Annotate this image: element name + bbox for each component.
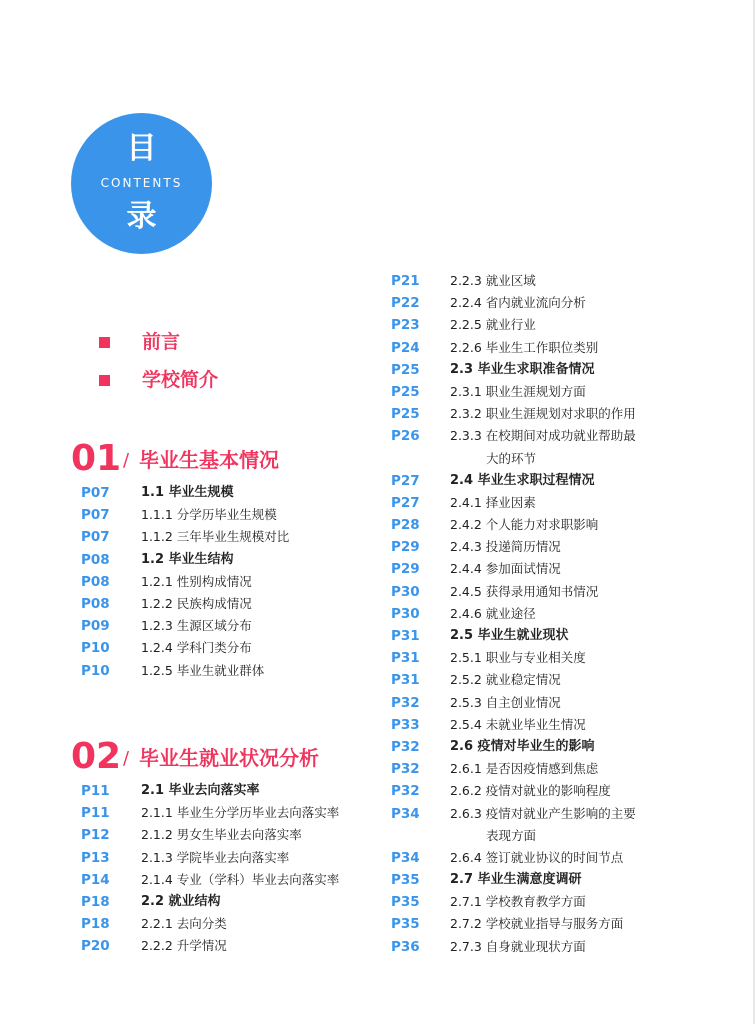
toc-page-number: P29 bbox=[391, 539, 420, 556]
toc-page-number: P18 bbox=[81, 893, 110, 910]
toc-entry-title: 2.4.5 获得录用通知书情况 bbox=[450, 583, 599, 599]
toc-entry-title: 2.4 毕业生求职过程情况 bbox=[450, 472, 595, 488]
toc-entry-title: 1.1.2 三年毕业生规模对比 bbox=[141, 529, 290, 545]
toc-entry[interactable] bbox=[81, 824, 381, 846]
toc-entry[interactable] bbox=[391, 692, 731, 714]
toc-entry-title: 2.5.4 未就业毕业生情况 bbox=[450, 716, 586, 732]
toc-page-number: P35 bbox=[391, 872, 420, 889]
toc-entry-title: 2.3.1 职业生涯规划方面 bbox=[450, 383, 586, 399]
toc-entry-title: 2.1.4 专业（学科）毕业去向落实率 bbox=[141, 871, 340, 887]
toc-entry[interactable] bbox=[81, 504, 381, 526]
contents-char-1: 目 bbox=[126, 131, 157, 166]
intro-item-preface[interactable] bbox=[99, 330, 299, 354]
toc-page-number: P31 bbox=[391, 672, 420, 689]
toc-entry-title: 2.7.3 自身就业现状方面 bbox=[450, 938, 586, 954]
toc-entry[interactable] bbox=[391, 359, 731, 381]
section-title: 毕业生就业状况分析 bbox=[139, 746, 319, 770]
toc-page-number: P08 bbox=[81, 595, 110, 612]
toc-entry-title: 2.2.2 升学情况 bbox=[141, 938, 227, 954]
toc-entry[interactable] bbox=[81, 637, 381, 659]
toc-entry-title: 2.2.5 就业行业 bbox=[450, 317, 536, 333]
contents-char-2: 录 bbox=[126, 199, 157, 234]
toc-page-number: P31 bbox=[391, 650, 420, 667]
toc-page-number: P25 bbox=[391, 383, 420, 400]
toc-page-number: P35 bbox=[391, 894, 420, 911]
toc-entry-title: 1.2.2 民族构成情况 bbox=[141, 595, 252, 611]
toc-entry[interactable] bbox=[391, 492, 731, 514]
toc-entry[interactable] bbox=[81, 482, 381, 504]
toc-page-number: P36 bbox=[391, 938, 420, 955]
toc-entry[interactable] bbox=[391, 314, 731, 336]
toc-entry[interactable] bbox=[81, 593, 381, 615]
toc-entry-title: 1.2.5 毕业生就业群体 bbox=[141, 662, 265, 678]
toc-entry-title: 2.1 毕业去向落实率 bbox=[141, 783, 260, 798]
section-number: 02 bbox=[71, 736, 122, 777]
toc-entry[interactable] bbox=[391, 558, 731, 580]
toc-entry-title: 2.3 毕业生求职准备情况 bbox=[450, 361, 595, 377]
toc-entry-title: 2.4.6 就业途径 bbox=[450, 605, 536, 621]
toc-entry[interactable] bbox=[391, 847, 731, 869]
intro-item-label: 前言 bbox=[142, 331, 181, 353]
toc-page-number: P28 bbox=[391, 517, 420, 534]
toc-page-number: P20 bbox=[81, 938, 110, 955]
toc-entry-title: 2.1.1 毕业生分学历毕业去向落实率 bbox=[141, 805, 340, 821]
toc-entry[interactable] bbox=[391, 803, 731, 847]
toc-entry-title: 2.4.2 个人能力对求职影响 bbox=[450, 517, 599, 533]
toc-entry[interactable] bbox=[391, 581, 731, 603]
toc-entry[interactable] bbox=[81, 549, 381, 571]
toc-page-number: P12 bbox=[81, 827, 110, 844]
toc-entry[interactable] bbox=[81, 571, 381, 593]
toc-entry-title: 2.1.3 学院毕业去向落实率 bbox=[141, 849, 290, 865]
toc-page-number: P29 bbox=[391, 561, 420, 578]
toc-entry-title: 2.5.3 自主创业情况 bbox=[450, 694, 561, 710]
toc-entry[interactable] bbox=[391, 270, 731, 292]
toc-list-section-1 bbox=[81, 482, 381, 682]
toc-entry-title: 2.2.6 毕业生工作职位类别 bbox=[450, 339, 599, 355]
toc-entry-title: 2.3.3 在校期间对成功就业帮助最 bbox=[450, 428, 636, 444]
toc-page-number: P31 bbox=[391, 628, 420, 645]
toc-entry-title: 2.2 就业结构 bbox=[141, 893, 221, 909]
toc-entry[interactable] bbox=[391, 647, 731, 669]
toc-entry[interactable] bbox=[391, 936, 731, 958]
toc-entry-title: 1.2 毕业生结构 bbox=[141, 551, 234, 567]
toc-page-number: P23 bbox=[391, 317, 420, 334]
toc-entry-title: 2.7.2 学校就业指导与服务方面 bbox=[450, 916, 624, 932]
toc-entry[interactable] bbox=[391, 536, 731, 558]
toc-page-number: P26 bbox=[391, 428, 420, 445]
toc-entry-title: 1.1 毕业生规模 bbox=[141, 485, 234, 500]
toc-entry[interactable] bbox=[81, 891, 381, 913]
toc-entry-title: 2.6.3 疫情对就业产生影响的主要 bbox=[450, 805, 636, 821]
toc-page-number: P08 bbox=[81, 551, 110, 568]
toc-entry-title: 2.6 疫情对毕业生的影响 bbox=[450, 738, 595, 754]
section-heading-02 bbox=[71, 735, 371, 779]
toc-entry[interactable] bbox=[391, 425, 731, 469]
toc-entry[interactable] bbox=[391, 381, 731, 403]
toc-page-number: P08 bbox=[81, 573, 110, 590]
toc-entry[interactable] bbox=[391, 603, 731, 625]
toc-entry[interactable] bbox=[391, 470, 731, 492]
toc-entry[interactable] bbox=[391, 669, 731, 691]
toc-entry[interactable] bbox=[81, 526, 381, 548]
toc-entry-title: 1.1.1 分学历毕业生规模 bbox=[141, 507, 277, 523]
toc-page-number: P32 bbox=[391, 694, 420, 711]
toc-entry[interactable] bbox=[391, 758, 731, 780]
toc-page-number: P32 bbox=[391, 738, 420, 755]
toc-entry-title-continued: 大的环节 bbox=[486, 450, 537, 466]
toc-page-number: P13 bbox=[81, 849, 110, 866]
toc-entry[interactable] bbox=[391, 292, 731, 314]
intro-item-label: 学校简介 bbox=[142, 369, 219, 391]
toc-page-number: P07 bbox=[81, 529, 110, 546]
toc-page-number: P07 bbox=[81, 485, 110, 501]
bullet-square bbox=[99, 375, 110, 386]
toc-entry-title: 1.2.1 性别构成情况 bbox=[141, 573, 252, 589]
toc-page-number: P24 bbox=[391, 339, 420, 356]
toc-page-number: P11 bbox=[81, 805, 110, 822]
toc-entry-title: 2.7.1 学校教育教学方面 bbox=[450, 894, 586, 910]
toc-entry[interactable] bbox=[391, 714, 731, 736]
toc-page-number: P25 bbox=[391, 406, 420, 423]
toc-entry-title: 2.7 毕业生满意度调研 bbox=[450, 872, 582, 888]
toc-entry-title: 2.4.1 择业因素 bbox=[450, 494, 536, 510]
section-heading-01 bbox=[71, 437, 371, 481]
intro-item-school[interactable] bbox=[99, 368, 299, 392]
toc-entry-title: 2.1.2 男女生毕业去向落实率 bbox=[141, 827, 302, 843]
toc-page-number: P34 bbox=[391, 805, 420, 822]
toc-page-number: P21 bbox=[391, 273, 420, 289]
contents-label: CONTENTS bbox=[100, 176, 183, 190]
section-title: 毕业生基本情况 bbox=[139, 448, 279, 472]
toc-page-number: P09 bbox=[81, 618, 110, 635]
toc-entry[interactable] bbox=[391, 869, 731, 891]
toc-entry[interactable] bbox=[81, 913, 381, 935]
toc-entry-title: 1.2.3 生源区域分布 bbox=[141, 618, 252, 634]
bullet-square bbox=[99, 337, 110, 348]
toc-page-number: P34 bbox=[391, 849, 420, 866]
toc-entry-title: 2.5.1 职业与专业相关度 bbox=[450, 650, 586, 666]
toc-entry[interactable] bbox=[391, 625, 731, 647]
toc-entry[interactable] bbox=[391, 514, 731, 536]
toc-page-number: P27 bbox=[391, 472, 420, 489]
toc-entry[interactable] bbox=[81, 935, 381, 957]
toc-page-number: P30 bbox=[391, 583, 420, 600]
toc-entry[interactable] bbox=[81, 847, 381, 869]
section-slash: / bbox=[123, 748, 130, 769]
toc-entry-title: 2.3.2 职业生涯规划对求职的作用 bbox=[450, 406, 636, 422]
toc-page-number: P35 bbox=[391, 916, 420, 933]
toc-entry-title: 2.2.1 去向分类 bbox=[141, 916, 227, 932]
toc-entry-title: 2.5.2 就业稳定情况 bbox=[450, 672, 561, 688]
toc-entry[interactable] bbox=[391, 913, 731, 935]
toc-page-number: P25 bbox=[391, 361, 420, 378]
toc-entry-title-continued: 表现方面 bbox=[486, 827, 537, 843]
toc-entry-title: 2.4.3 投递简历情况 bbox=[450, 539, 561, 555]
toc-entry[interactable] bbox=[81, 802, 381, 824]
toc-entry[interactable] bbox=[391, 403, 731, 425]
toc-page-number: P22 bbox=[391, 295, 420, 312]
toc-list-right bbox=[391, 270, 731, 958]
toc-list-section-2 bbox=[81, 780, 381, 958]
toc-entry-title: 2.4.4 参加面试情况 bbox=[450, 561, 561, 577]
toc-page-number: P27 bbox=[391, 494, 420, 511]
toc-page-number: P18 bbox=[81, 916, 110, 933]
toc-entry-title: 1.2.4 学科门类分布 bbox=[141, 640, 252, 656]
toc-entry[interactable] bbox=[81, 780, 381, 802]
toc-page-number: P33 bbox=[391, 716, 420, 733]
toc-entry-title: 2.6.1 是否因疫情感到焦虑 bbox=[450, 761, 599, 777]
toc-entry[interactable] bbox=[391, 736, 731, 758]
toc-page-number: P32 bbox=[391, 783, 420, 800]
toc-entry[interactable] bbox=[391, 337, 731, 359]
toc-entry-title: 2.5 毕业生就业现状 bbox=[450, 628, 569, 644]
toc-entry[interactable] bbox=[81, 869, 381, 891]
toc-page-number: P10 bbox=[81, 640, 110, 657]
toc-entry[interactable] bbox=[81, 660, 381, 682]
toc-page-number: P11 bbox=[81, 783, 110, 799]
toc-page-number: P32 bbox=[391, 761, 420, 778]
toc-entry[interactable] bbox=[391, 891, 731, 913]
toc-page-number: P07 bbox=[81, 507, 110, 524]
toc-entry-title: 2.2.4 省内就业流向分析 bbox=[450, 295, 586, 311]
section-number: 01 bbox=[71, 438, 122, 479]
toc-page-number: P14 bbox=[81, 871, 110, 888]
toc-entry-title: 2.6.4 签订就业协议的时间节点 bbox=[450, 849, 624, 865]
toc-entry-title: 2.6.2 疫情对就业的影响程度 bbox=[450, 783, 611, 799]
toc-entry-title: 2.2.3 就业区域 bbox=[450, 273, 536, 288]
toc-page-number: P10 bbox=[81, 662, 110, 679]
section-slash: / bbox=[123, 450, 130, 471]
contents-badge bbox=[71, 113, 212, 254]
toc-page-number: P30 bbox=[391, 605, 420, 622]
toc-entry[interactable] bbox=[81, 615, 381, 637]
toc-entry[interactable] bbox=[391, 780, 731, 802]
